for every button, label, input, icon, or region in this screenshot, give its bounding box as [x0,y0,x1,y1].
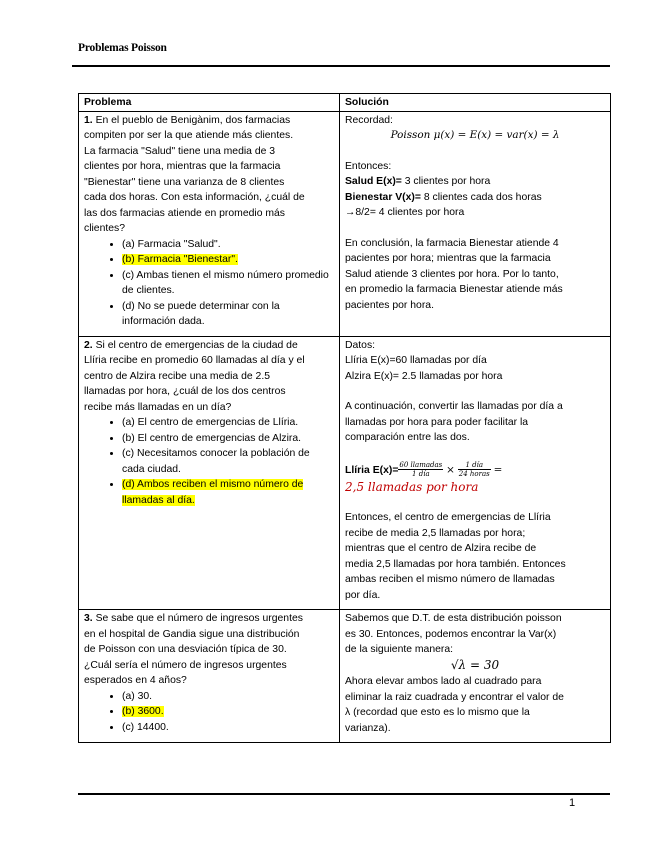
poisson-formula: Poisson μ(x) = E(x) = var(x) = λ [390,129,560,141]
table-header-row [79,94,611,112]
solution-cell-3: Sabemos que D.T. de esta distribución poisson es 30. Entonces, podemos encontrar la Var(x) de la siguiente manera: √λ = 30 Ahora elevar ambos lado al cuadrado para eliminar la raiz cuadrada y encontrar el valor de λ (recordad que esto es lo mismo que la varianza). [340,610,611,743]
list-item: • (b) El centro de emergencias de Alzira. [122,431,334,447]
problem-cell-3: 3. Se sabe que el número de ingresos urgentes en el hospital de Gandia sigue una distribución de Poisson con una desviación típica de 30. ¿Cuál sería el número de ingresos urgentes esperados en 4 años? • (a) 30. • (b) 3600. • (c) 14400. [79,610,340,743]
header-rule [72,65,610,67]
options-list-3 [84,689,334,736]
problem-text-1: 1. En el pueblo de Benigànim, dos farmacias [84,114,291,126]
column-header-solution: Solución [340,94,611,112]
solution-cell-1: Recordad: Poisson μ(x) = E(x) = var(x) = λ Entonces: Salud E(x)= 3 clientes por hora Bienestar V(x)= 8 clientes cada dos horas →8/2= 4 clientes por hora En conclusión, la farmacia Bienestar atiende 4 pacientes por hora; mientras que la farmacia Salud atiende 3 clientes por hora. Por lo tanto, en promedio la farmacia Bienestar atiende más pacientes por hora. [340,111,611,336]
list-item: • (c) Ambas tienen el mismo número promedio de clientes. [122,268,334,299]
problems-table [78,93,611,743]
problem-cell-2: 2. Si el centro de emergencias de la ciudad de Llíria recibe en promedio 60 llamadas al día y el centro de Alzira recibe una media de 2.5 llamadas por hora, ¿cuál de los dos centros recibe más llamadas en un día? • (a) El centro de emergencias de Llíria. • (b) El centro de emergencias de Alzira. • (c) Necesitamos conocer la población de cada ciudad. • (d) Ambos reciben el mismo número de llamadas al día. [79,336,340,610]
solution-cell-2: Datos: Llíria E(x)=60 llamadas por día Alzira E(x)= 2.5 llamadas por hora A continuación, convertir las llamadas por día a llamadas por hora para poder facilitar la comparación entre las dos. Llíria E(x)= $\frac{\text{60 llamadas}}{\text{1 día}}$ × $\frac{\text{1 día}}{\text{24 horas}}$ = 2,5 llamadas por hora Entonces, el centro de emergencias de Llíria recibe de media 2,5 llamadas por hora; mientras que el centro de Alzira recibe de media 2,5 llamadas por hora también. Entonces ambas reciben el mismo número de llamadas por día. [340,336,611,610]
list-item: • (a) 30. [122,689,334,705]
footer-rule [78,793,610,795]
list-item-highlighted: • (b) Farmacia "Bienestar". [122,252,334,268]
document-header-title: Problemas Poisson [78,42,167,54]
conversion-result: 2,5 llamadas por hora [345,479,479,494]
list-item-highlighted: • (d) Ambos reciben el mismo número de llamadas al día. [122,477,334,508]
list-item: • (c) 14400. [122,720,334,736]
page-number: 1 [569,797,576,809]
column-header-problem: Problema [79,94,340,112]
options-list-2 [84,415,334,508]
problem-cell-1: 1. En el pueblo de Benigànim, dos farmacias compiten por ser la que atiende más clientes. La farmacia "Salud" tiene una media de 3 clientes por hora, mientras que la farmacia "Bienestar" tiene una varianza de 8 clientes cada dos horas. Con esta información, ¿cuál de las dos farmacias atiende en promedio más clientes? • (a) Farmacia "Salud". • (b) Farmacia "Bienestar". • (c) Ambas tienen el mismo número promedio de clientes. • (d) No se puede determinar con la información dada. [79,111,340,336]
conversion-calculation: Llíria E(x)= $\frac{\text{60 llamadas}}{\text{1 día}}$ × $\frac{\text{1 día}}{\text{24 horas}}$ = [345,461,503,479]
table-row [79,336,611,610]
list-item-highlighted: • (b) 3600. [122,704,334,720]
sqrt-formula: √λ = 30 [450,657,500,672]
list-item: • (a) Farmacia "Salud". [122,237,334,253]
list-item: • (a) El centro de emergencias de Llíria. [122,415,334,431]
list-item: • (d) No se puede determinar con la información dada. [122,299,334,330]
table-row [79,610,611,743]
options-list-1 [84,237,334,330]
table-row [79,111,611,336]
list-item: • (c) Necesitamos conocer la población de cada ciudad. [122,446,334,477]
